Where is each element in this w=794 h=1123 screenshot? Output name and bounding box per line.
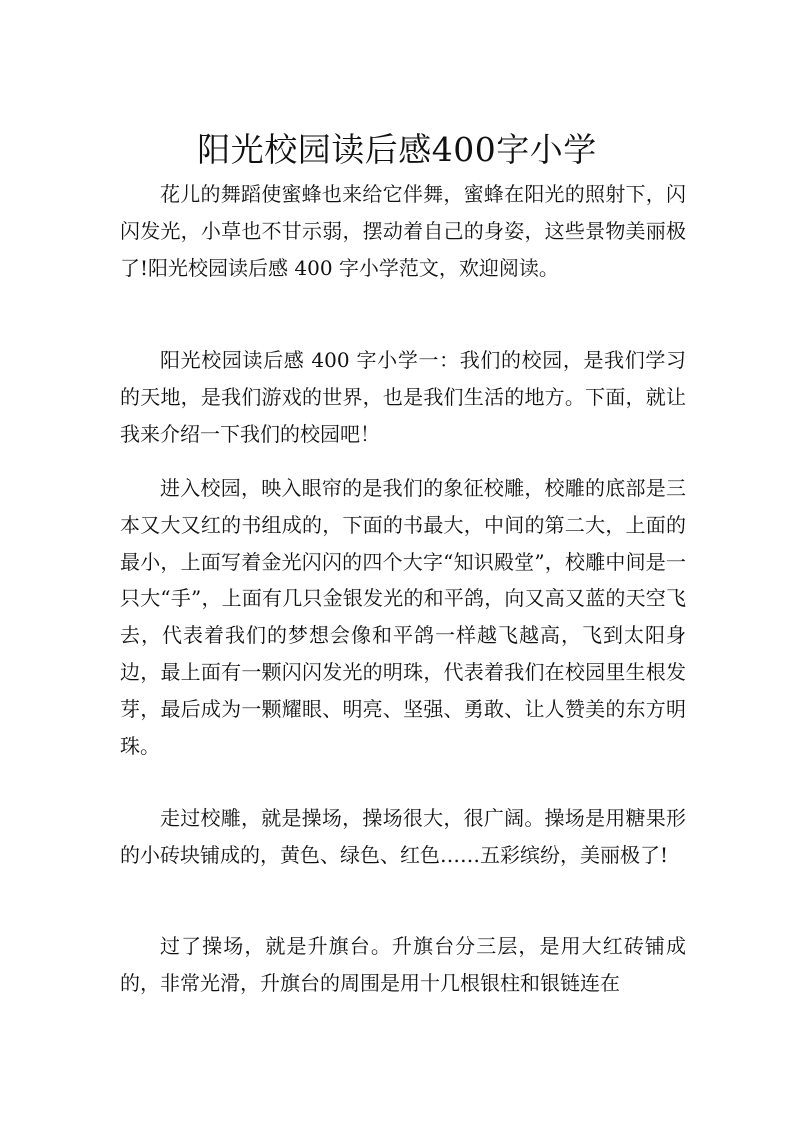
paragraph-school-intro: 阳光校园读后感 400 字小学一：我们的校园，是我们学习的天地，是我们游戏的世界，也是我们生活的地方。下面，就让我来介绍一下我们的校园吧！ [120,348,686,446]
paragraph-school-sculpture: 进入校园，映入眼帘的是我们的象征校雕，校雕的底部是三本又大又红的书组成的，下面的书最大，中间的第二大，上面的最小，上面写着金光闪闪的四个大字“知识殿堂”，校雕中间是一只大“手”，上面有几只金银发光的和平鸽，向又高又蓝的天空飞去，代表着我们的梦想会像和平鸽一样越飞越高，飞到太阳身边，最上面有一颗闪闪发光的明珠，代表着我们在校园里生根发芽，最后成为一颗耀眼、明亮、坚强、勇敢、让人赞美的东方明珠。 [120,476,686,758]
paragraph-playground: 走过校雕，就是操场，操场很大，很广阔。操场是用糖果形的小砖块铺成的，黄色、绿色、红色……五彩缤纷，美丽极了! [120,806,686,867]
paragraph-intro: 花儿的舞蹈使蜜蜂也来给它伴舞，蜜蜂在阳光的照射下，闪闪发光，小草也不甘示弱，摆动着自己的身姿，这些景物美丽极了!阳光校园读后感 400 字小学范文，欢迎阅读。 [120,182,686,280]
paragraph-flag-platform: 过了操场，就是升旗台。升旗台分三层，是用大红砖铺成的，非常光滑，升旗台的周围是用十几根银柱和银链连在 [120,934,686,995]
document-title: 阳光校园读后感400字小学 [197,130,597,170]
